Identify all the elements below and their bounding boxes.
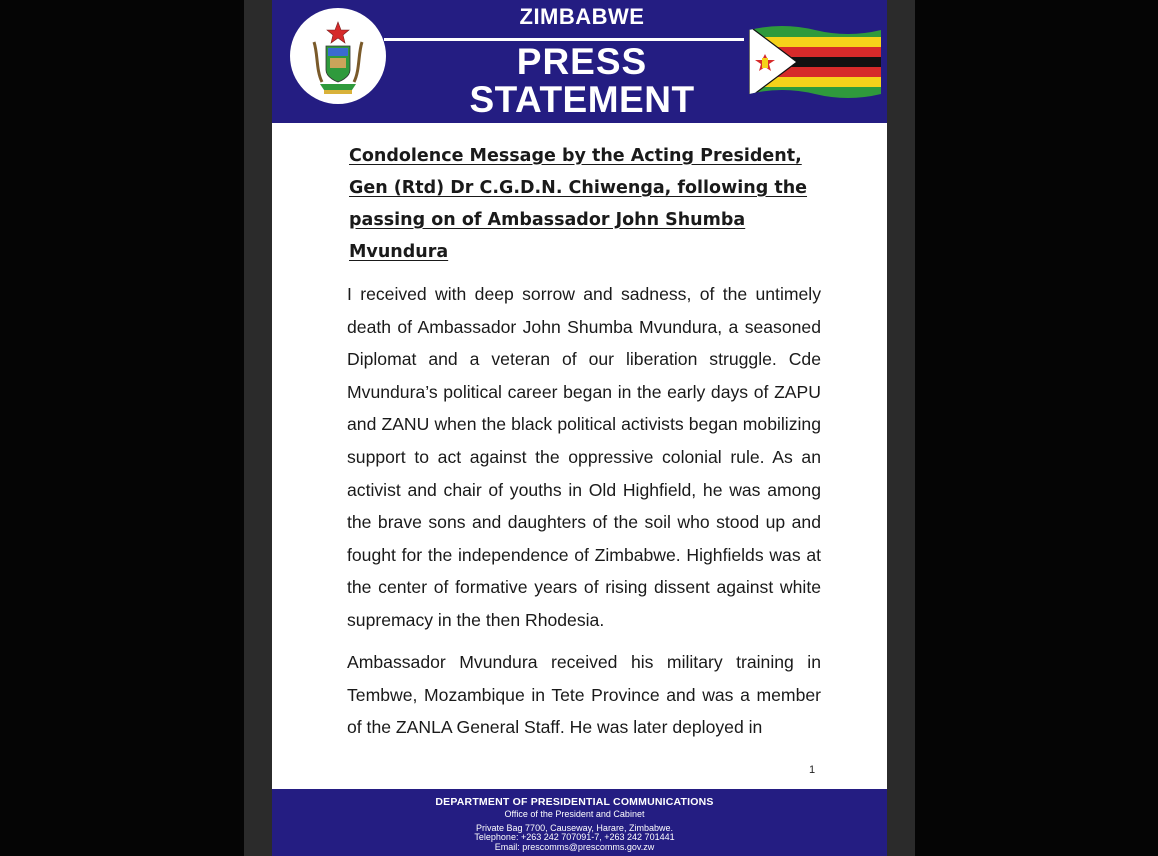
press-statement-page: [272, 0, 887, 856]
press-statement-header: [272, 0, 887, 123]
body-paragraph: I received with deep sorrow and sadness, of the untimely death of Ambassador John Shumba Mvundura, a seasoned Diplomat and a veteran of our liberation struggle. Cde Mvundura’s political career began in the early days of ZAPU and ZANU when the black political activists began mobilizing support to act against the oppressive colonial rule. As an activist and chair of youths in Old Highfield, he was among the brave sons and daughters of the soil who stood up and fought for the independence of Zimbabwe. Highfields was at the center of formative years of rising dissent against white supremacy in the then Rhodesia.: [347, 284, 821, 630]
statement-headline: Condolence Message by the Acting President, Gen (Rtd) Dr C.G.D.N. Chiwenga, following the passing on of Ambassador John Shumba Mvundura: [349, 146, 808, 262]
page-number: 1: [809, 764, 816, 776]
zimbabwe-coat-of-arms-icon: [290, 8, 386, 104]
body-paragraph: Ambassador Mvundura received his military training in Tembwe, Mozambique in Tete Province and was a member of the ZANLA General Staff. He was later deployed in: [347, 652, 821, 738]
footer-email: Email: prescomms@prescomms.gov.zw: [494, 842, 655, 852]
footer-telephone: Telephone: +263 242 707091-7, +263 242 701441: [474, 832, 675, 842]
press-statement-footer: [272, 789, 887, 856]
footer-address: Private Bag 7700, Causeway, Harare, Zimbabwe.: [476, 823, 673, 833]
zimbabwe-flag-icon: [749, 26, 881, 103]
footer-office: Office of the President and Cabinet: [504, 809, 645, 819]
left-background: [0, 0, 244, 856]
right-background: [915, 0, 1158, 856]
footer-department: DEPARTMENT OF PRESIDENTIAL COMMUNICATIONS: [435, 796, 714, 808]
country-label: ZIMBABWE: [519, 4, 645, 29]
press-title: PRESS: [516, 41, 648, 82]
statement-title: STATEMENT: [469, 79, 695, 120]
